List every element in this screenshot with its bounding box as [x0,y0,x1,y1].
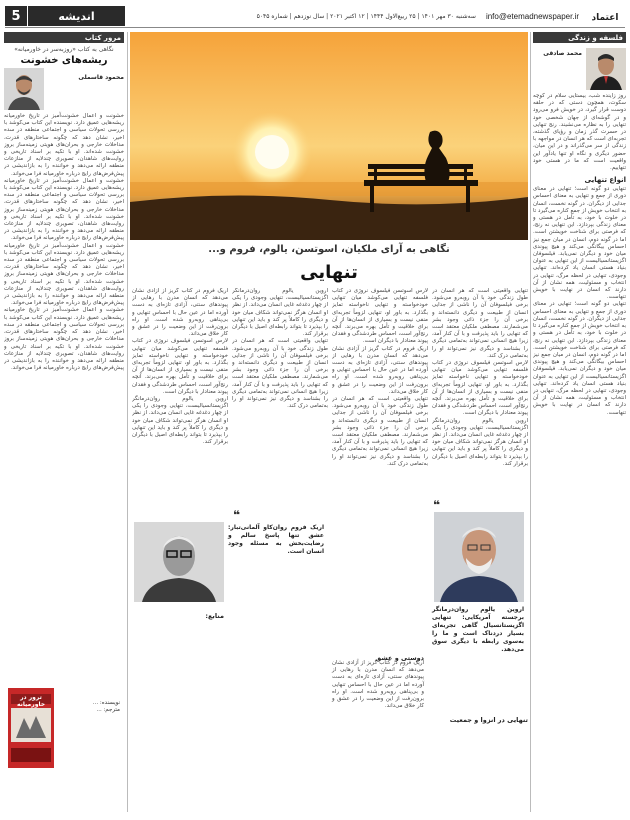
column-divider-left [127,32,128,812]
header-middle [125,6,585,26]
date-line: سه‌شنبه ۳۰ مهر ۱۴۰۱ | ۲۵ ربیع‌الاول ۱۴۴۴ | ۱۲ اکتبر ۲۰۲۱ | سال نوزدهم | شماره ۵۰۴۵ [256,12,476,20]
right-body-text-2: تنهایی دو گونه است؛ تنهایی در معنای دوری از جمع و تنهایی به معنای احساس جدایی از دیگران. در گونه نخست، انسان به انتخاب خویش از جمع کناره می‌گیرد تا در خلوت با خود، به تأمل در هستی و معنای زندگی بپردازد. این تنهایی نه رنج، که فرصتی برای شناخت خویشتن است. اما در گونه دوم، انسان در میان جمع نیز احساس بیگانگی می‌کند و هیچ پیوندی میان خود و دیگران نمی‌یابد. فیلسوفان اگزیستانسیالیست از این تنهایی به عنوان بنیاد هستی انسان یاد کرده‌اند. تنهایی وجودی، تنهایی در لحظه مرگ، تنهایی در انتخاب و مسئولیت، همه نشان از آن دارند که انسان در نهایت با خویش تنهاست. [533,301,626,416]
author-name-ghasemli: محمود قاسملی [78,74,124,81]
contact-email[interactable]: info@etemadnewspaper.ir [485,11,579,21]
page-number: 5 [5,6,27,26]
quote-icon: ❝ [432,498,440,512]
left-section-label: مرور کتاب [4,32,124,43]
right-column [533,32,626,812]
author-photo-sadeghi [586,48,626,90]
photo-block-a-side-text: اریک فروم در کتاب گریز از آزادی نشان می‌دهد که انسان مدرن با رهایی از پیوندهای سنتی، آزادی تازه‌ای به دست آورده اما در عین حال با احساس تنهایی و بی‌پناهی روبه‌رو شده است. او راه برون‌رفت از این وضعیت را در عشق و کار خلاق می‌داند. [332,660,424,710]
lead-kicker: نگاهی به آرای ملکیان، اسوتسن، یالوم، فروم و... [208,244,450,255]
logo-mark-icon [586,8,624,24]
book-review-kicker: نگاهی به کتاب «روزبه‌سر در خاورمیانه» [14,46,114,53]
left-author-card [4,68,124,110]
right-section-label: فلسفه و زندگی [533,32,626,43]
caption-yalom: اروین یالوم روان‌درمانگر برجسته آمریکایی: تنهایی اگزیستانسیال گاهی تجربه‌ای بسیار دردناک است و ما را به‌سوی رابطه با دیگری سوق می‌دهد. [432,606,524,653]
center-col-2-text-c: تنهایی واقعیتی است که هر انسان در طول زندگی خود با آن روبه‌رو می‌شود. برخی فیلسوفان آن را ناشی از جدایی انسان از طبیعت و دیگری دانسته‌اند و برخی آن را جزء ذاتی وجود بشر می‌شمارند. مصطفی ملکیان معتقد است که تنهایی را باید پذیرفت و با آن کنار آمد، زیرا هیچ انسانی نمی‌تواند به‌تمامی دیگری را بشناسد و دیگری نیز نمی‌تواند او را به‌تمامی درک کند. [332,396,428,467]
author-photo-ghasemli [4,68,44,110]
caption-fromm: اریک فروم روان‌کاو آلمانی‌تبار: عشق تنها پاسخ سالم و رضایت‌بخش به مسئله وجود انسان است. [228,524,324,555]
page-header [5,6,625,26]
center-col-1-text-c: اروین یالوم روان‌درمانگر اگزیستانسیالیست، تنهایی وجودی را یکی از چهار دغدغه غایی انسان می‌داند. از نظر او انسان هرگز نمی‌تواند شکاف میان خود و دیگری را کاملاً پر کند و باید این تنهایی را بپذیرد تا بتواند رابطه‌ای اصیل با دیگران برقرار کند. [432,417,528,467]
subhead-sources: منابع: [205,612,224,620]
book-cover-title: ترور در خاورمیانه [16,694,46,708]
center-col-2-text: لارس اسوتسن فیلسوف نروژی در کتاب فلسفه تنهایی می‌کوشد میان تنهایی خودخواسته و تنهایی ناخواسته تمایز بگذارد. به باور او، تنهایی لزوماً تجربه‌ای منفی نیست و بسیاری از انسان‌ها از آن برای خلاقیت و تأمل بهره می‌برند. آنچه رنج‌آور است، احساس طردشدگی و فقدان پیوند معنادار با دیگران است. [332,288,428,345]
left-body-text: خشونت و اعمال خشونت‌آمیز در تاریخ خاورمیانه ریشه‌هایی عمیق دارد. نویسنده این کتاب می‌کوشد با بررسی تحولات سیاسی و اجتماعی منطقه در سده اخیر، نشان دهد که چگونه ساختارهای قدرت، مداخلات خارجی و بحران‌های هویتی زمینه‌ساز بروز خشونت شده‌اند. او با تکیه بر اسناد تاریخی و روایت‌های شاهدان، تصویری چندلایه از منازعات منطقه ارائه می‌دهد و خواننده را به بازاندیشی در پیش‌فرض‌های رایج درباره خاورمیانه فرا می‌خواند. [4,113,124,177]
center-col-3-text-b: تنهایی واقعیتی است که هر انسان در طول زندگی خود با آن روبه‌رو می‌شود. برخی فیلسوفان آن را ناشی از جدایی انسان از طبیعت و دیگری دانسته‌اند و برخی آن را جزء ذاتی وجود بشر می‌شمارند. مصطفی ملکیان معتقد است که تنهایی را باید پذیرفت و با آن کنار آمد، زیرا هیچ انسانی نمی‌تواند به‌تمامی دیگری را بشناسد و دیگری نیز نمی‌تواند او را به‌تمامی درک کند. [232,338,328,410]
center-col-1-text: تنهایی واقعیتی است که هر انسان در طول زندگی خود با آن روبه‌رو می‌شود. برخی فیلسوفان آن را ناشی از جدایی انسان از طبیعت و دیگری دانسته‌اند و برخی آن را جزء ذاتی وجود بشر می‌شمارند. مصطفی ملکیان معتقد است که تنهایی را باید پذیرفت و با آن کنار آمد، زیرا هیچ انسانی نمی‌تواند به‌تمامی دیگری را بشناسد و دیگری نیز نمی‌تواند او را به‌تمامی درک کند. [432,288,528,359]
book-info-publisher: مترجم: ... [96,707,120,713]
left-body-text-3: خشونت و اعمال خشونت‌آمیز در تاریخ خاورمیانه ریشه‌هایی عمیق دارد. نویسنده این کتاب می‌کوشد با بررسی تحولات سیاسی و اجتماعی منطقه در سده اخیر، نشان دهد که چگونه ساختارهای قدرت، مداخلات خارجی و بحران‌های هویتی زمینه‌ساز بروز خشونت شده‌اند. او با تکیه بر اسناد تاریخی و روایت‌های شاهدان، تصویری چندلایه از منازعات منطقه ارائه می‌دهد و خواننده را به بازاندیشی در پیش‌فرض‌های رایج درباره خاورمیانه فرا می‌خواند. [4,242,124,307]
left-body-text-4: خشونت و اعمال خشونت‌آمیز در تاریخ خاورمیانه ریشه‌هایی عمیق دارد. نویسنده این کتاب می‌کوشد با بررسی تحولات سیاسی و اجتماعی منطقه در سده اخیر، نشان دهد که چگونه ساختارهای قدرت، مداخلات خارجی و بحران‌های هویتی زمینه‌ساز بروز خشونت شده‌اند. او با تکیه بر اسناد تاریخی و روایت‌های شاهدان، تصویری چندلایه از منازعات منطقه ارائه می‌دهد و خواننده را به بازاندیشی در پیش‌فرض‌های رایج درباره خاورمیانه فرا می‌خواند. [4,307,124,372]
right-intro-text: روز زاینده شب، بیستایی سلام در کوچه سکوت، همچون دستی که در حلقه دوست قرار گیرد، در خویش فرو می‌رود و در گوشه‌ای از جهان شخصی خود تنهایی را به نظاره می‌نشیند. رنج تنهایی در حسرت گذر زمان و رؤیای گذشته، تجربه‌ای است که هر انسان در مواجهه با زندگی از سر می‌گذراند و در این میان، حضور دیگری و نگاه او تنها یادآور این واقعیت است که ما در هستی خود تنهاییم. [533,93,626,172]
book-info [56,700,120,714]
photo-fromm [134,522,224,602]
right-body-text: تنهایی دو گونه است؛ تنهایی در معنای دوری از جمع و تنهایی به معنای احساس جدایی از دیگران. در گونه نخست، انسان به انتخاب خویش از جمع کناره می‌گیرد تا در خلوت با خود، به تأمل در هستی و معنای زندگی بپردازد. این تنهایی نه رنج، که فرصتی برای شناخت خویشتن است. اما در گونه دوم، انسان در میان جمع نیز احساس بیگانگی می‌کند و هیچ پیوندی میان خود و دیگران نمی‌یابد. فیلسوفان اگزیستانسیالیست از این تنهایی به عنوان بنیاد هستی انسان یاد کرده‌اند. تنهایی وجودی، تنهایی در لحظه مرگ، تنهایی در انتخاب و مسئولیت، همه نشان از آن دارند که انسان در نهایت با خویش تنهاست. [533,186,626,301]
left-author-name-wrap [48,68,124,110]
center-col-4-text-b: لارس اسوتسن فیلسوف نروژی در کتاب فلسفه تنهایی می‌کوشد میان تنهایی خودخواسته و تنهایی ناخواسته تمایز بگذارد. به باور او، تنهایی لزوماً تجربه‌ای منفی نیست و بسیاری از انسان‌ها از آن برای خلاقیت و تأمل بهره می‌برند. آنچه رنج‌آور است، احساس طردشدگی و فقدان پیوند معنادار با دیگران است. [132,338,228,395]
svg-text:اعتماد: اعتماد [591,13,619,23]
right-author-card [533,48,626,90]
header-rule [5,27,625,28]
photo-block-fromm [130,508,328,628]
center-col-4-text-c: اروین یالوم روان‌درمانگر اگزیستانسیالیست، تنهایی وجودی را یکی از چهار دغدغه غایی انسان می‌داند. از نظر او انسان هرگز نمی‌تواند شکاف میان خود و دیگری را کاملاً پر کند و باید این تنهایی را بپذیرد تا بتواند رابطه‌ای اصیل با دیگران برقرار کند. [132,396,228,446]
right-intro-snippet [533,48,582,90]
center-col-2-text-b: اریک فروم در کتاب گریز از آزادی نشان می‌دهد که انسان مدرن با رهایی از پیوندهای سنتی، آزادی تازه‌ای به دست آورده اما در عین حال با احساس تنهایی و بی‌پناهی روبه‌رو شده است. او راه برون‌رفت از این وضعیت را در عشق و کار خلاق می‌داند. [332,345,428,395]
subhead-crowd: تنهایی در انزوا و جمعیت [432,716,528,724]
quote-icon-b: ❝ [232,508,240,522]
book-cover [8,688,54,768]
author-name-sadeghi: محمد صادقی [543,50,582,57]
right-subhead: انواع تنهایی [584,176,626,185]
subhead-love: دوستی و عشق [375,654,424,662]
column-divider-right [530,32,531,812]
center-col-3-text: اروین یالوم روان‌درمانگر اگزیستانسیالیست، تنهایی وجودی را یکی از چهار دغدغه غایی انسان می‌داند. از نظر او انسان هرگز نمی‌تواند شکاف میان خود و دیگری را کاملاً پر کند و باید این تنهایی را بپذیرد تا بتواند رابطه‌ای اصیل با دیگران برقرار کند. [232,288,328,338]
photo-yalom [434,512,524,602]
photo-block-yalom [330,498,528,710]
lead-title: تنهایی [300,262,358,283]
section-title: اندیشه [27,6,125,26]
book-review-title: ریشه‌های خشونت [20,55,108,66]
center-col-1-text-b: لارس اسوتسن فیلسوف نروژی در کتاب فلسفه تنهایی می‌کوشد میان تنهایی خودخواسته و تنهایی ناخواسته تمایز بگذارد. به باور او، تنهایی لزوماً تجربه‌ای منفی نیست و بسیاری از انسان‌ها از آن برای خلاقیت و تأمل بهره می‌برند. آنچه رنج‌آور است، احساس طردشدگی و فقدان پیوند معنادار با دیگران است. [432,360,528,417]
center-text-columns [130,288,528,812]
hero-sunset-bench-image [130,32,528,240]
book-info-subtitle: نویسنده: ... [92,700,120,706]
center-col-4-text: اریک فروم در کتاب گریز از آزادی نشان می‌دهد که انسان مدرن با رهایی از پیوندهای سنتی، آزادی تازه‌ای به دست آورده اما در عین حال با احساس تنهایی و بی‌پناهی روبه‌رو شده است. او راه برون‌رفت از این وضعیت را در عشق و کار خلاق می‌داند. [132,288,228,338]
newspaper-logo [585,6,625,26]
center-column [130,32,528,812]
left-body-text-2: خشونت و اعمال خشونت‌آمیز در تاریخ خاورمیانه ریشه‌هایی عمیق دارد. نویسنده این کتاب می‌کوشد با بررسی تحولات سیاسی و اجتماعی منطقه در سده اخیر، نشان دهد که چگونه ساختارهای قدرت، مداخلات خارجی و بحران‌های هویتی زمینه‌ساز بروز خشونت شده‌اند. او با تکیه بر اسناد تاریخی و روایت‌های شاهدان، تصویری چندلایه از منازعات منطقه ارائه می‌دهد و خواننده را به بازاندیشی در پیش‌فرض‌های رایج درباره خاورمیانه فرا می‌خواند. [4,177,124,242]
